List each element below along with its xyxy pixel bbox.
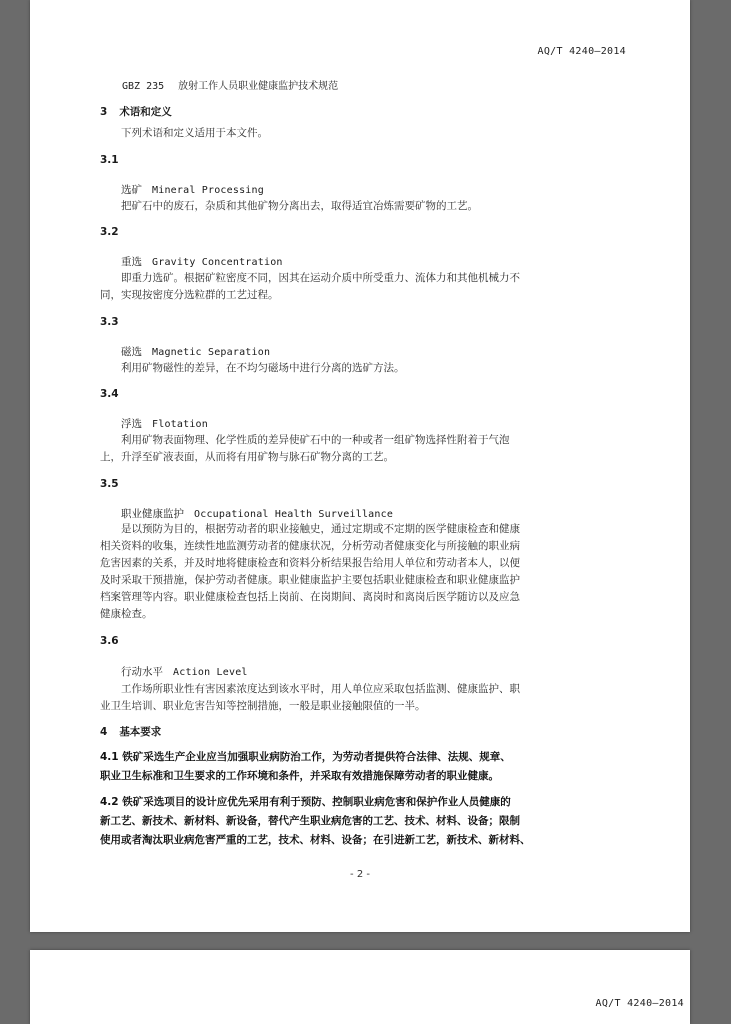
- term-3-4-number: 3.4: [100, 388, 119, 400]
- term-3-6-definition: 工作场所职业性有害因素浓度达到该水平时，用人单位应采取包括监测、健康监护、职 业卫生培训、职业危害告知等控制措施，一般是职业接触限值的一半。: [100, 683, 520, 712]
- term-3-6-number: 3.6: [100, 635, 119, 647]
- section-3-heading: 3 术语和定义: [100, 106, 172, 118]
- reference-code: GBZ 235: [122, 81, 165, 92]
- document-page-2: [30, 950, 690, 1024]
- term-3-2-title: 重选 Gravity Concentration: [121, 256, 283, 268]
- term-3-5-title: 职业健康监护 Occupational Health Surveillance: [121, 508, 394, 520]
- term-3-5-definition: 是以预防为目的，根据劳动者的职业接触史，通过定期或不定期的医学健康检查和健康 相关资料的收集，连续性地监测劳动者的健康状况，分析劳动者健康变化与所接触的职业病 危害因素的关系，并及时地将健康检查和资料分析结果报告给用人单位和劳动者本人，以便 及时采取干预措施，保护劳动者健康。职业健康监护主要包括职业健康检查和职业健康监护 档案管理等内容。职业健康检查包括上岗前、在岗期间、离岗时和离岗后医学随访以及应急 健康检查。: [100, 523, 520, 620]
- section-3-intro: 下列术语和定义适用于本文件。: [121, 127, 268, 139]
- page-header-standard-code: AQ/T 4240—2014: [537, 46, 626, 57]
- clause-4-1: 4.1 铁矿采选生产企业应当加强职业病防治工作，为劳动者提供符合法律、法规、规章、 职业卫生标准和卫生要求的工作环境和条件，并采取有效措施保障劳动者的职业健康。: [100, 751, 511, 782]
- term-3-2-number: 3.2: [100, 226, 119, 238]
- section-4-heading: 4 基本要求: [100, 726, 162, 738]
- term-3-1-definition: 把矿石中的废石，杂质和其他矿物分离出去，取得适宜冶炼需要矿物的工艺。: [121, 200, 478, 212]
- term-3-1-number: 3.1: [100, 154, 119, 166]
- term-3-1-title: 选矿 Mineral Processing: [121, 184, 264, 196]
- term-3-5-number: 3.5: [100, 478, 119, 490]
- term-3-4-title: 浮选 Flotation: [121, 418, 208, 430]
- page-number: - 2 -: [350, 869, 370, 880]
- page-2-header-standard-code: AQ/T 4240—2014: [595, 998, 684, 1009]
- normative-reference: [100, 77, 565, 92]
- term-3-3-number: 3.3: [100, 316, 119, 328]
- term-3-2-definition: 即重力选矿。根据矿粒密度不同，因其在运动介质中所受重力、流体力和其他机械力不 同，实现按密度分选粒群的工艺过程。: [100, 272, 520, 301]
- term-3-3-definition: 利用矿物磁性的差异，在不均匀磁场中进行分离的选矿方法。: [121, 362, 405, 374]
- term-3-4-definition: 利用矿物表面物理、化学性质的差异使矿石中的一种或者一组矿物选择性附着于气泡 上，升浮至矿液表面，从而将有用矿物与脉石矿物分离的工艺。: [100, 434, 510, 463]
- clause-4-2: 4.2 铁矿采选项目的设计应优先采用有利于预防、控制职业病危害和保护作业人员健康的 新工艺、新技术、新材料、新设备，替代产生职业病危害的工艺、技术、材料、设备；限制 使用或者淘汰职业病危害严重的工艺，技术、材料、设备；在引进新工艺，新技术、新材料、: [100, 796, 531, 846]
- reference-title: 放射工作人员职业健康监护技术规范: [178, 81, 339, 92]
- term-3-6-title: 行动水平 Action Level: [121, 666, 248, 678]
- term-3-3-title: 磁选 Magnetic Separation: [121, 346, 271, 358]
